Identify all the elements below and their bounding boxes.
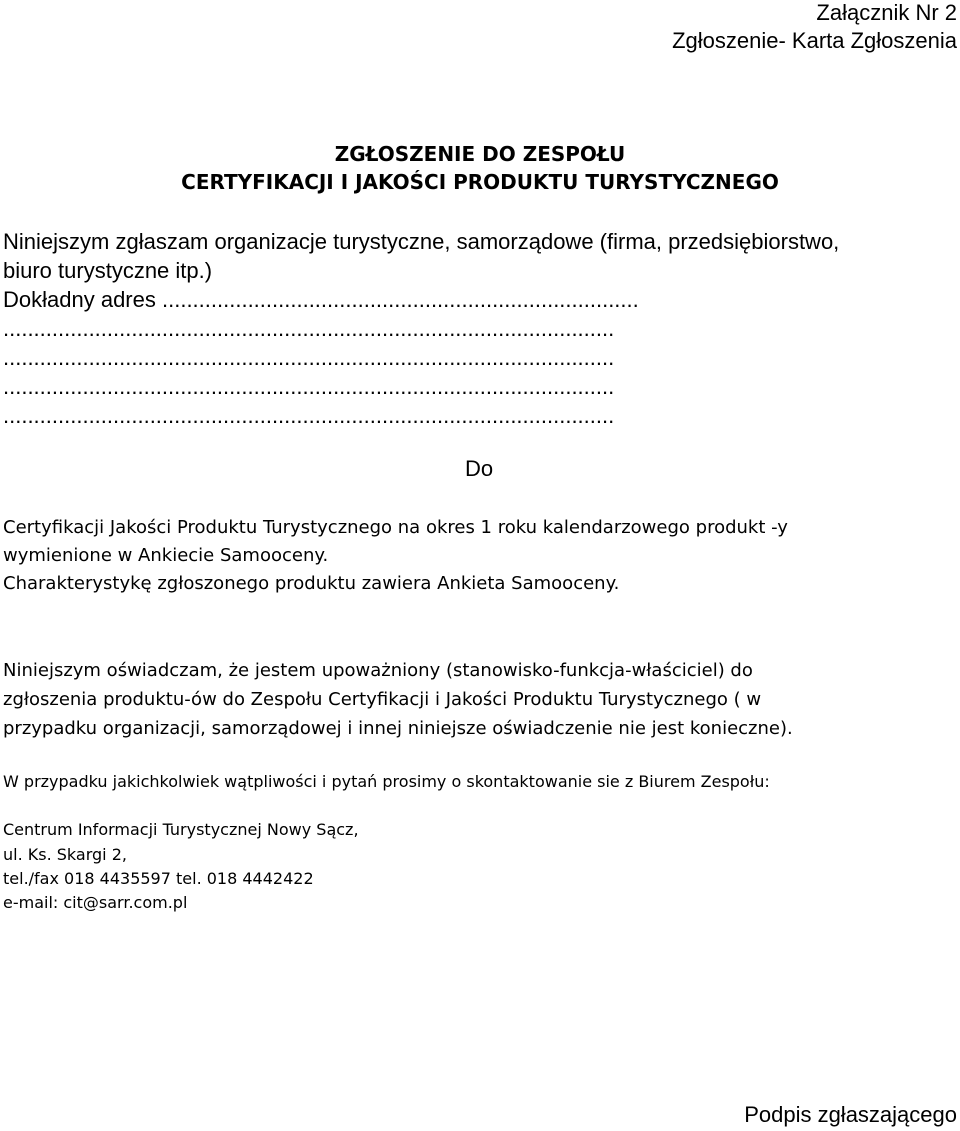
- to-label: Do: [465, 456, 494, 481]
- declaration-line2: zgłoszenia produktu-ów do Zespołu Certyfikacji i Jakości Produktu Turystycznego ( w: [3, 689, 762, 710]
- contact-email: e-mail: cit@sarr.com.pl: [3, 893, 188, 912]
- signature-label: Podpis zgłaszającego: [744, 1102, 957, 1127]
- declaration-line3: przypadku organizacji, samorządowej i innej niniejsze oświadczenie nie jest konieczne).: [3, 718, 793, 739]
- page-title-line2: CERTYFIKACJI I JAKOŚCI PRODUKTU TURYSTYCZNEGO: [181, 170, 779, 194]
- contact-note: W przypadku jakichkolwiek wątpliwości i pytań prosimy o skontaktowanie sie z Biurem Zespołu:: [3, 772, 770, 791]
- form-subtitle: Zgłoszenie- Karta Zgłoszenia: [672, 28, 957, 53]
- address-fill-line-2: ....................................................................................................: [3, 345, 615, 370]
- intro-line2: biuro turystyczne itp.): [3, 258, 213, 283]
- address-label: Dokładny adres: [3, 287, 156, 312]
- certification-line3: Charakterystykę zgłoszonego produktu zawiera Ankieta Samooceny.: [3, 573, 620, 594]
- attachment-number: Załącznik Nr 2: [816, 0, 957, 25]
- page-title-line1: ZGŁOSZENIE DO ZESPOŁU: [334, 142, 626, 166]
- certification-line2: wymienione w Ankiecie Samooceny.: [3, 545, 329, 566]
- address-row: [3, 287, 951, 313]
- address-fill-line-3: ....................................................................................................: [3, 374, 615, 399]
- intro-line1: Niniejszym zgłaszam organizacje turystyczne, samorządowe (firma, przedsiębiorstwo,: [3, 229, 840, 254]
- contact-phone: tel./fax 018 4435597 tel. 018 4442422: [3, 869, 314, 888]
- declaration-line1: Niniejszym oświadczam, że jestem upoważniony (stanowisko-funkcja-właściciel) do: [3, 660, 753, 681]
- contact-street: ul. Ks. Skargi 2,: [3, 845, 127, 864]
- address-dots: ..............................................................................: [162, 287, 639, 312]
- certification-line1: Certyfikacji Jakości Produktu Turystycznego na okres 1 roku kalendarzowego produkt -y: [3, 517, 788, 538]
- contact-name: Centrum Informacji Turystycznej Nowy Sącz,: [3, 820, 359, 839]
- address-fill-line-1: ....................................................................................................: [3, 316, 615, 341]
- address-fill-line-4: ....................................................................................................: [3, 403, 615, 428]
